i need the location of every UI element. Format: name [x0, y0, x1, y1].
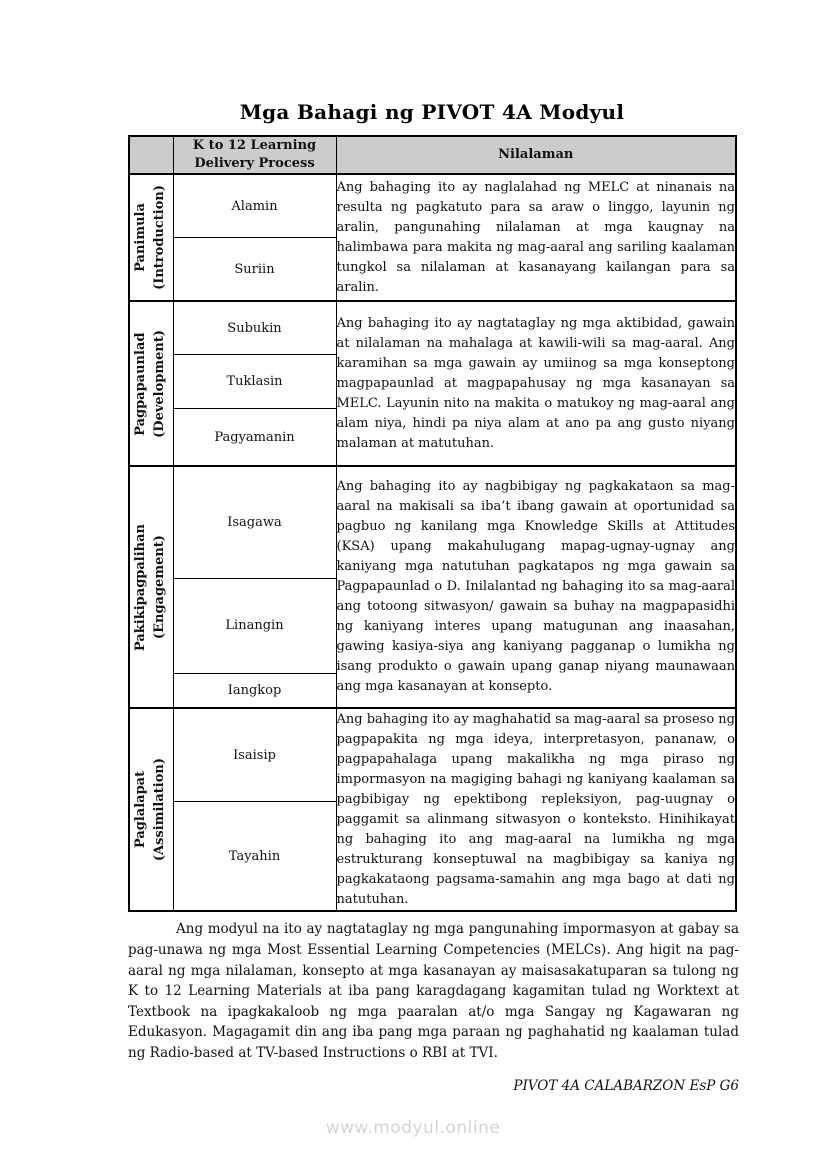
stage-cell-pakikipagpalihan — [129, 466, 173, 708]
header-process-column: K to 12 Learning Delivery Process — [173, 136, 336, 174]
content-cell-engagement: Ang bahaging ito ay nagbibigay ng pagkakataon sa mag-aaral na makisali sa iba’t ibang gawain at oportunidad sa pagbuo ng kanilang mga Knowledge Skills at Attitudes (KSA) upang makahulugang mapag-ugnay-ugnay ang kaniyang mga natutuhan pagkatapos ng mga gawain sa Pagpapaunlad o D. Inilalantad ng bahaging ito sa mag-aaral ang totoong sitwasyon/ gawain sa buhay na magpapasidhi ng kaniyang interes upang matugunan ang inaasahan, gawing kasiya-siya ang kaniyang pagganap o lumikha ng isang produkto o gawain upang ganap niyang maunawaan ang mga kasanayan at konsepto. — [336, 466, 736, 708]
process-cell-iangkop: Iangkop — [173, 673, 336, 708]
document-page — [128, 100, 739, 1094]
stage-name: Paglalapat — [133, 771, 149, 849]
process-cell-linangin: Linangin — [173, 578, 336, 673]
process-cell-subukin: Subukin — [173, 301, 336, 354]
footer-credit: PIVOT 4A CALABARZON EsP G6 — [513, 1077, 739, 1094]
stage-cell-paglalapat — [129, 708, 173, 911]
stage-label-pakikipagpalihan — [132, 524, 170, 651]
process-cell-tuklasin: Tuklasin — [173, 354, 336, 408]
stage-name: Panimula — [133, 203, 149, 273]
table-header-row — [129, 136, 736, 174]
process-cell-pagyamanin: Pagyamanin — [173, 408, 336, 466]
stage-cell-panimula — [129, 174, 173, 301]
content-cell-development: Ang bahaging ito ay nagtataglay ng mga aktibidad, gawain at nilalaman na mahalaga at kawili-wili sa mag-aaral. Ang karamihan sa mga gawain ay umiinog sa mga konseptong magpapaunlad at magpapahusay ng mga kasanayan sa MELC. Layunin nito na makita o matukoy ng mag-aaral ang alam niya, hindi pa niya alam at ano pa ang gusto niyang malaman at matutuhan. — [336, 301, 736, 466]
stage-label-panimula — [132, 185, 170, 290]
process-cell-tayahin: Tayahin — [173, 801, 336, 911]
content-cell-assimilation: Ang bahaging ito ay maghahatid sa mag-aaral sa proseso ng pagpapakita ng mga ideya, interpretasyon, pananaw, o pagpapahalaga upang makalikha ng mga piraso ng impormasyon na magiging bahagi ng kaniyang kaalaman sa pagbibigay ng epektibong repleksiyon, pag-uugnay o paggamit sa alinmang sitwasyon o konteksto. Hinihikayat ng bahaging ito ang mag-aaral na lumikha ng mga estrukturang konseptuwal na magbibigay sa kaniya ng pagkakataong pagsama-samahin ang mga bago at dati ng natutuhan. — [336, 708, 736, 911]
process-cell-alamin: Alamin — [173, 174, 336, 237]
stage-name: Pagpapaunlad — [133, 332, 149, 436]
body-paragraph: Ang modyul na ito ay nagtataglay ng mga pangunahing impormasyon at gabay sa pag-unawa ng mga Most Essential Learning Competencies (MELCs). Ang higit na pag-aaral ng mga nilalaman, konsepto at mga kasanayan ay maisasakatuparan sa tulong ng K to 12 Learning Materials at iba pang karagdagang kagamitan tulad ng Worktext at Textbook na ipagkakaloob ng mga paaralan at/o mga Sangay ng Kagawaran ng Edukasyon. Magagamit din ang iba pang mga paraan ng paghahatid ng kaalaman tulad ng Radio-based at TV-based Instructions o RBI at TVI. — [128, 921, 739, 1061]
stage-translation: (Introduction) — [152, 185, 168, 291]
table-row — [129, 708, 736, 801]
stage-label-paglalapat — [132, 758, 170, 861]
process-cell-isagawa: Isagawa — [173, 466, 336, 578]
table-row — [129, 301, 736, 354]
watermark: www.modyul.online — [325, 1118, 501, 1138]
header-content-column: Nilalaman — [336, 136, 736, 174]
module-parts-table — [128, 135, 737, 912]
header-stage-empty-cell — [129, 136, 173, 174]
table-row — [129, 466, 736, 578]
stage-translation: (Assimilation) — [152, 758, 168, 862]
process-cell-suriin: Suriin — [173, 237, 336, 301]
stage-translation: (Engagement) — [152, 535, 168, 640]
stage-label-pagpapaunlad — [132, 330, 170, 438]
content-cell-introduction: Ang bahaging ito ay naglalahad ng MELC at ninanais na resulta ng pagkatuto para sa araw o linggo, layunin ng aralin, pangunahing nilalaman at mga kaugnay na halimbawa para makita ng mag-aaral ang sariling kaalaman tungkol sa nilalaman at kasanayang kailangan para sa aralin. — [336, 174, 736, 301]
table-row — [129, 174, 736, 237]
process-cell-isaisip: Isaisip — [173, 708, 336, 801]
stage-cell-pagpapaunlad — [129, 301, 173, 466]
page-title: Mga Bahagi ng PIVOT 4A Modyul — [239, 100, 625, 124]
stage-translation: (Development) — [152, 329, 168, 438]
stage-name: Pakikipagpalihan — [133, 523, 149, 651]
